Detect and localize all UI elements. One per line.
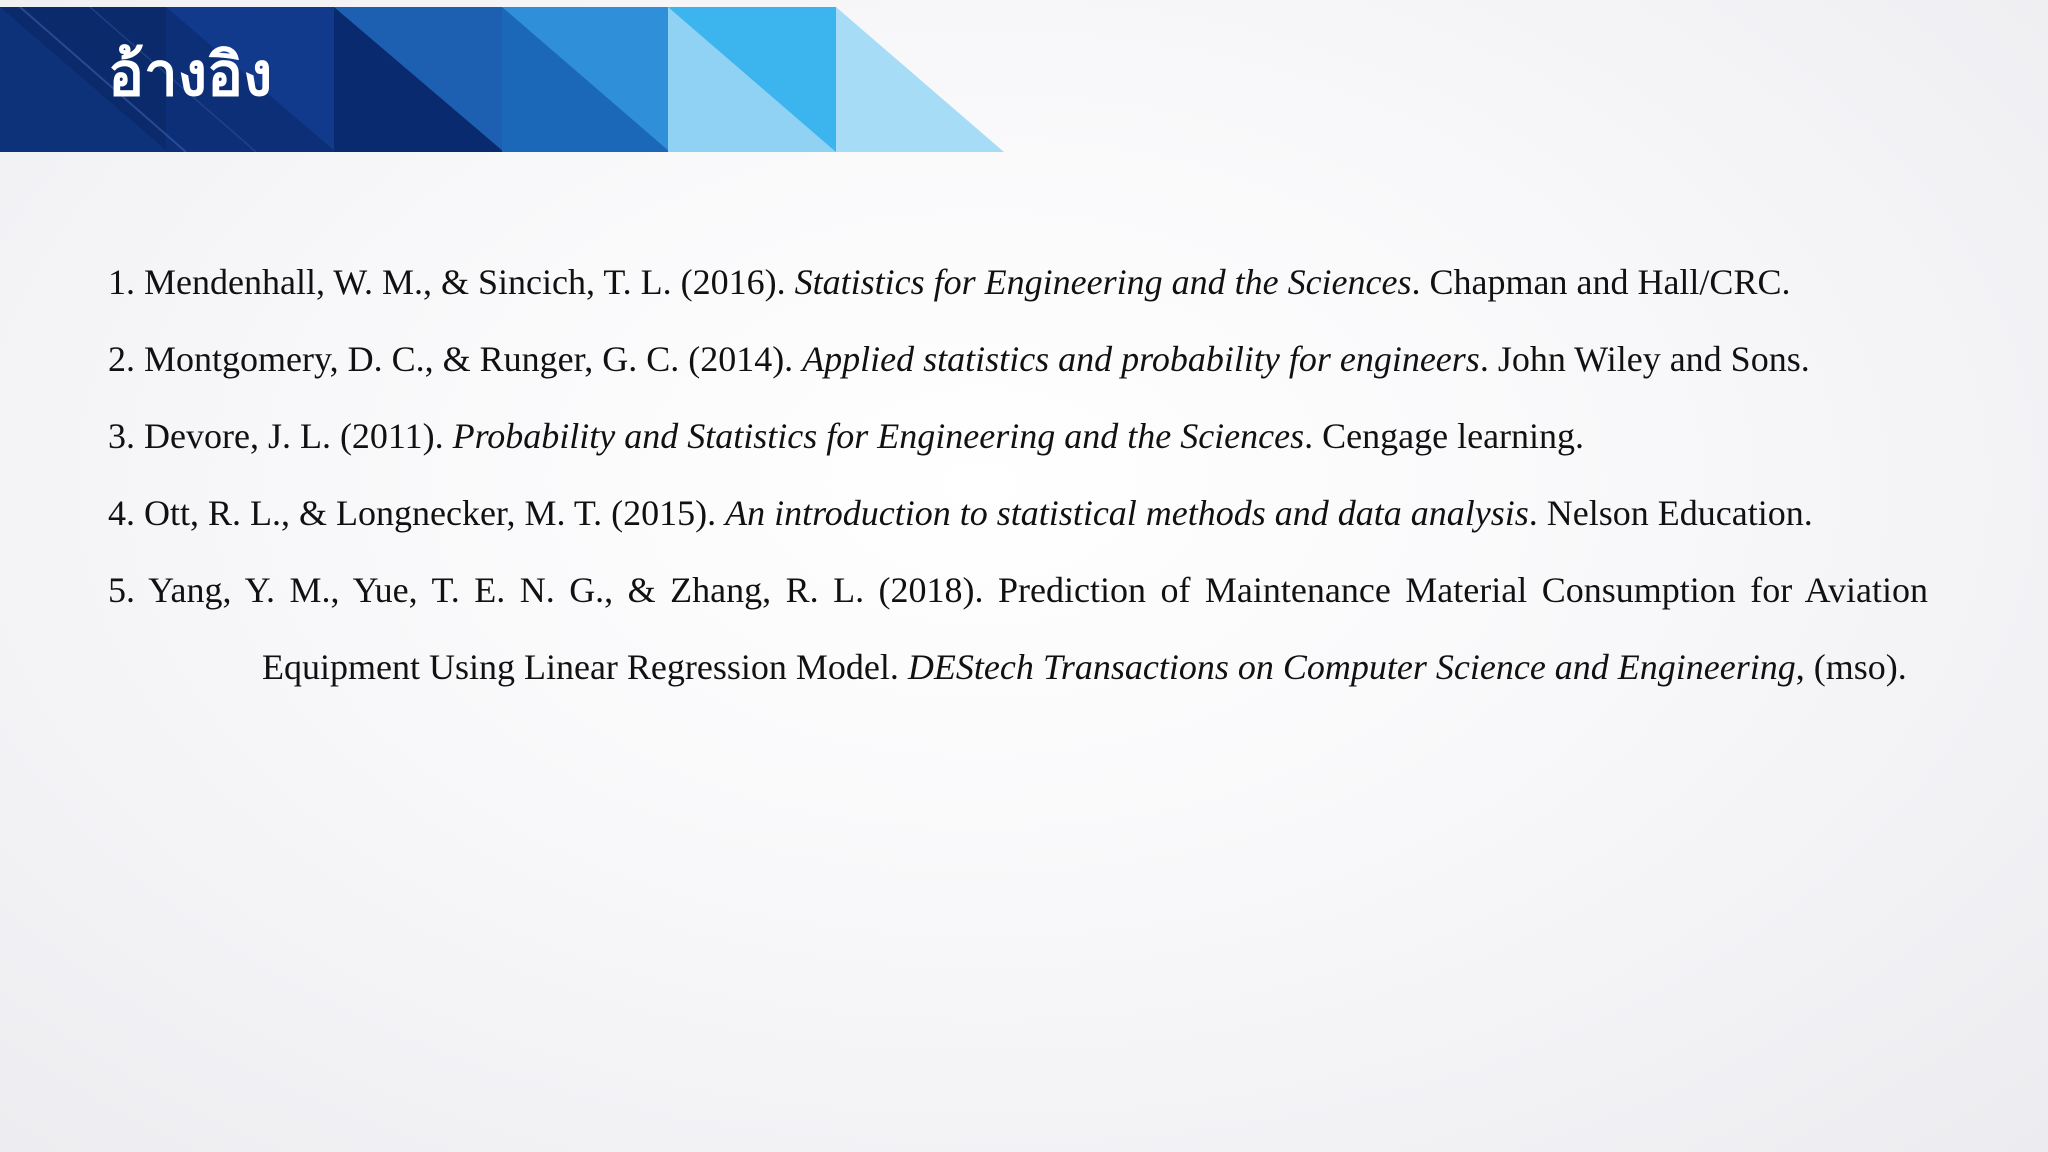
reference-item-5 — [108, 552, 1928, 706]
reference-authors: Mendenhall, W. M., & Sincich, T. L. (2016). — [144, 262, 786, 302]
reference-list — [108, 244, 1928, 706]
reference-number: 4. — [108, 493, 135, 533]
reference-title: Probability and Statistics for Engineering and the Sciences — [452, 416, 1305, 456]
reference-item-3 — [108, 398, 1928, 475]
reference-item-4 — [108, 475, 1928, 552]
reference-item-1 — [108, 244, 1928, 321]
page-title: อ้างอิง — [108, 40, 273, 110]
reference-number: 2. — [108, 339, 135, 379]
reference-publisher: . Nelson Education. — [1528, 493, 1813, 533]
reference-authors: Montgomery, D. C., & Runger, G. C. (2014). — [144, 339, 794, 379]
reference-publisher: . Cengage learning. — [1304, 416, 1585, 456]
reference-title: DEStech Transactions on Computer Science and Engineering — [907, 647, 1796, 687]
reference-publisher: , (mso). — [1795, 647, 1907, 687]
reference-title: Statistics for Engineering and the Sciences — [794, 262, 1412, 302]
banner-block-6 — [836, 7, 1004, 152]
reference-number: 1. — [108, 262, 135, 302]
reference-publisher: . John Wiley and Sons. — [1479, 339, 1810, 379]
reference-item-2 — [108, 321, 1928, 398]
reference-number: 3. — [108, 416, 135, 456]
reference-title: Applied statistics and probability for engineers — [802, 339, 1480, 379]
reference-authors: Devore, J. L. (2011). — [144, 416, 444, 456]
reference-number: 5. — [108, 570, 135, 610]
reference-publisher: . Chapman and Hall/CRC. — [1411, 262, 1791, 302]
reference-authors: Yang, Y. M., Yue, T. E. N. G., & Zhang, R. L. (2018). Prediction of Maintenance Material Consumption for Aviation Equipment Using Linear Regression Model. — [148, 570, 1928, 687]
reference-title: An introduction to statistical methods and data analysis — [725, 493, 1529, 533]
reference-authors: Ott, R. L., & Longnecker, M. T. (2015). — [144, 493, 717, 533]
